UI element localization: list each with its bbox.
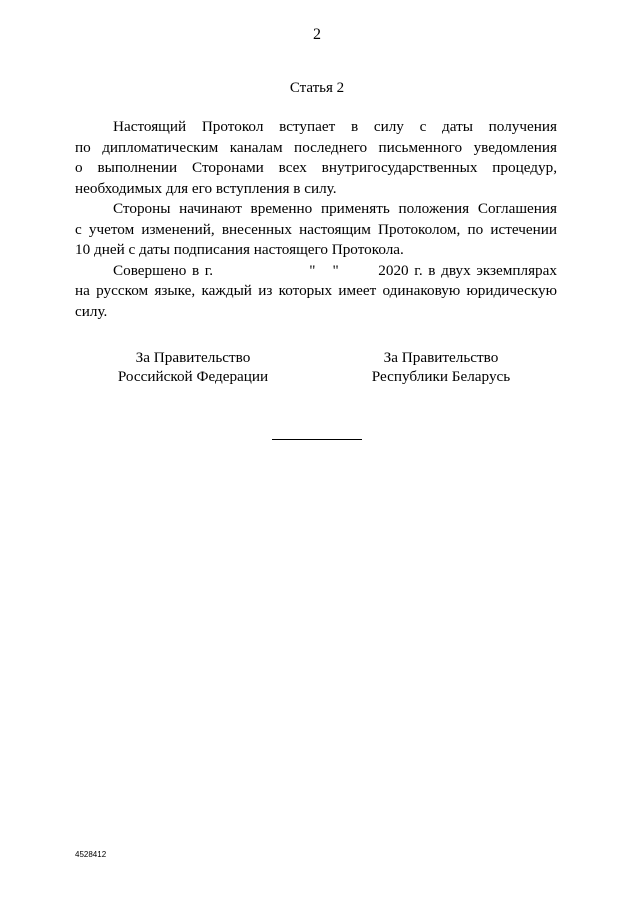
paragraph-provisional-application bbox=[75, 199, 557, 261]
paragraph-done-at bbox=[75, 261, 557, 323]
end-of-text-rule bbox=[272, 439, 362, 440]
paragraph-line: на русском языке, каждый из которых имеет одинаковую юридическую bbox=[75, 282, 557, 299]
article-title: Статья 2 bbox=[289, 80, 345, 96]
paragraph-line: Настоящий Протокол вступает в силу с даты получения bbox=[113, 118, 557, 135]
document-code: 4528412 bbox=[75, 850, 107, 859]
paragraph-line: Совершено в г. " " 2020 г. в двух экземплярах bbox=[113, 261, 557, 279]
signature-heading: За Правительство bbox=[383, 349, 499, 366]
paragraph-entry-into-force bbox=[75, 117, 557, 199]
paragraph-line: о выполнении Сторонами всех внутригосударственных процедур, bbox=[75, 159, 557, 176]
signature-heading: За Правительство bbox=[135, 349, 251, 366]
signature-party: Российской Федерации bbox=[117, 368, 269, 385]
paragraph-line: силу. bbox=[75, 302, 108, 320]
signature-block-belarus bbox=[357, 348, 525, 386]
paragraph-line: Стороны начинают временно применять положения Соглашения bbox=[113, 200, 557, 217]
article-body bbox=[75, 117, 557, 322]
page-number: 2 bbox=[313, 26, 321, 43]
paragraph-line: с учетом изменений, внесенных настоящим Протоколом, по истечении bbox=[75, 220, 557, 238]
paragraph-line: по дипломатическим каналам последнего письменного уведомления bbox=[75, 138, 557, 156]
paragraph-line: необходимых для его вступления в силу. bbox=[75, 179, 337, 197]
signature-party: Республики Беларусь bbox=[371, 368, 511, 385]
signature-section bbox=[0, 348, 640, 388]
paragraph-line: 10 дней с даты подписания настоящего Протокола. bbox=[75, 241, 404, 258]
signature-block-russia bbox=[105, 348, 281, 386]
